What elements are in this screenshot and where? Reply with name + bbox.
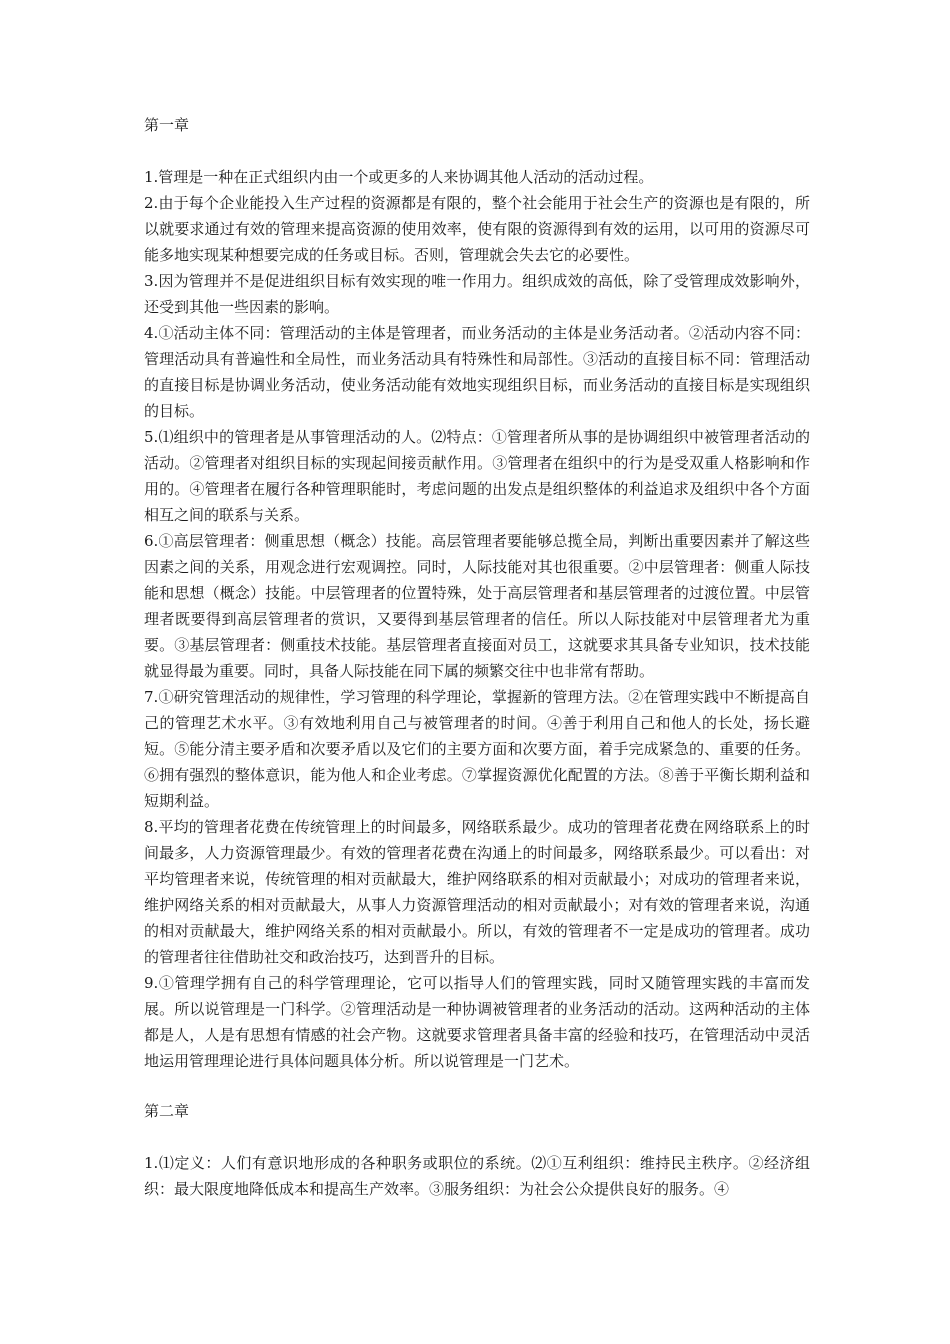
list-item: 3.因为管理并不是促进组织目标有效实现的唯一作用力。组织成效的高低，除了受管理成效影响外，还受到其他一些因素的影响。 [144,272,810,316]
list-item: 2.由于每个企业能投入生产过程的资源都是有限的，整个社会能用于社会生产的资源也是有限的，所以就要求通过有效的管理来提高资源的使用效率，使有限的资源得到有效的运用，以可用的资源尽可能多地实现某种想要完成的任务或目标。否则，管理就会失去它的必要性。 [144,194,810,264]
document-page [144,112,810,1202]
list-item: 4.①活动主体不同：管理活动的主体是管理者，而业务活动的主体是业务活动者。②活动内容不同：管理活动具有普遍性和全局性，而业务活动具有特殊性和局部性。③活动的直接目标不同：管理活动的直接目标是协调业务活动，使业务活动能有效地实现组织目标，而业务活动的直接目标是实现组织的目标。 [144,324,810,420]
list-item: 5.⑴组织中的管理者是从事管理活动的人。⑵特点：①管理者所从事的是协调组织中被管理者活动的活动。②管理者对组织目标的实现起间接贡献作用。③管理者在组织中的行为是受双重人格影响和作用的。④管理者在履行各种管理职能时，考虑问题的出发点是组织整体的利益追求及组织中各个方面相互之间的联系与关系。 [144,428,810,524]
chapter-2 [144,1098,810,1202]
chapter-divider [144,1074,810,1098]
list-item: 6.①高层管理者：侧重思想（概念）技能。高层管理者要能够总揽全局，判断出重要因素并了解这些因素之间的关系，用观念进行宏观调控。同时，人际技能对其也很重要。②中层管理者：侧重人际技能和思想（概念）技能。中层管理者的位置特殊，处于高层管理者和基层管理者的过渡位置。中层管理者既要得到高层管理者的赏识，又要得到基层管理者的信任。所以人际技能对中层管理者尤为重要。③基层管理者：侧重技术技能。基层管理者直接面对员工，这就要求其具备专业知识，技术技能就显得最为重要。同时，具备人际技能在同下属的频繁交往中也非常有帮助。 [144,532,810,680]
list-item: 8.平均的管理者花费在传统管理上的时间最多，网络联系最少。成功的管理者花费在网络联系上的时间最多，人力资源管理最少。有效的管理者花费在沟通上的时间最多，网络联系最少。可以看出：对平均管理者来说，传统管理的相对贡献最大，维护网络联系的相对贡献最小；对成功的管理者来说，维护网络关系的相对贡献最大，从事人力资源管理活动的相对贡献最小；对有效的管理者来说，沟通的相对贡献最大，维护网络关系的相对贡献最小。所以，有效的管理者不一定是成功的管理者。成功的管理者往往借助社交和政治技巧，达到晋升的目标。 [144,818,810,966]
list-item: 9.①管理学拥有自己的科学管理理论，它可以指导人们的管理实践，同时又随管理实践的丰富而发展。所以说管理是一门科学。②管理活动是一种协调被管理者的业务活动的活动。这两种活动的主体都是人，人是有思想有情感的社会产物。这就要求管理者具备丰富的经验和技巧，在管理活动中灵活地运用管理理论进行具体问题具体分析。所以说管理是一门艺术。 [144,974,810,1070]
list-item: 1.管理是一种在正式组织内由一个或更多的人来协调其他人活动的活动过程。 [144,168,654,186]
list-item: 7.①研究管理活动的规律性，学习管理的科学理论，掌握新的管理方法。②在管理实践中不断提高自己的管理艺术水平。③有效地利用自己与被管理者的时间。④善于利用自己和他人的长处，扬长避短。⑤能分清主要矛盾和次要矛盾以及它们的主要方面和次要方面，着手完成紧急的、重要的任务。⑥拥有强烈的整体意识，能为他人和企业考虑。⑦掌握资源优化配置的方法。⑧善于平衡长期利益和短期利益。 [144,688,810,810]
chapter-1 [144,112,810,1074]
chapter-title: 第二章 [144,1102,190,1120]
chapter-title: 第一章 [144,116,190,134]
list-item: 1.⑴定义：人们有意识地形成的各种职务或职位的系统。⑵①互利组织：维持民主秩序。②经济组织：最大限度地降低成本和提高生产效率。③服务组织：为社会公众提供良好的服务。④ [144,1154,810,1198]
